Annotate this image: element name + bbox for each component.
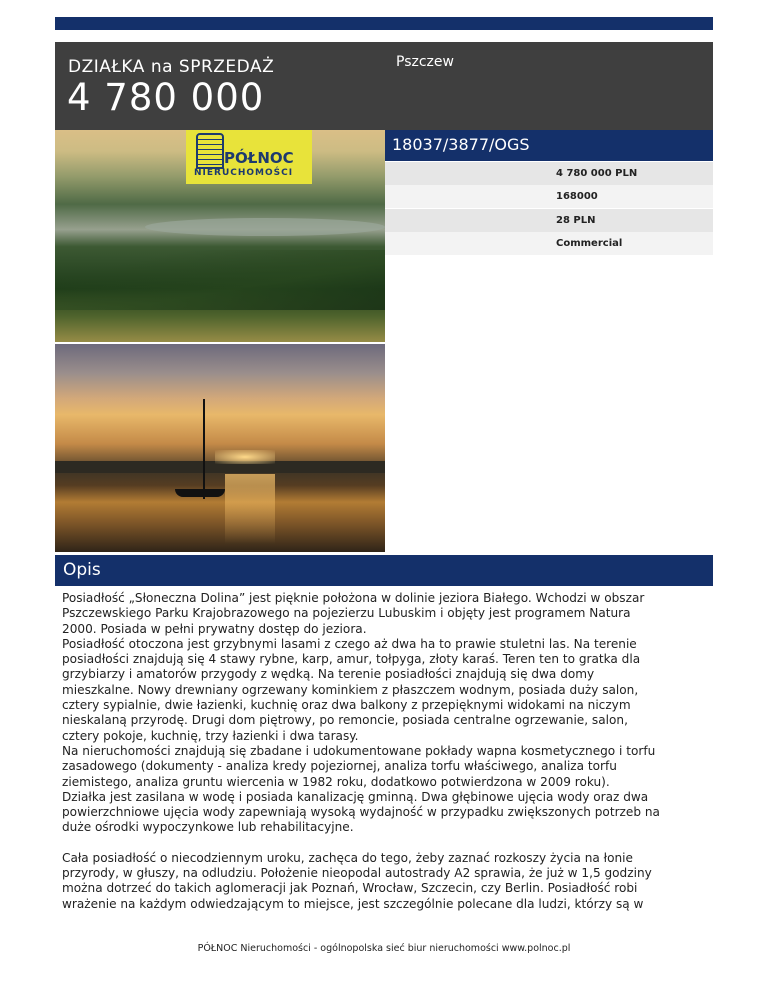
detail-value: 4 780 000 PLN <box>556 168 638 179</box>
top-bar <box>55 17 713 30</box>
reference-number-bar <box>385 130 713 161</box>
description-heading: Opis <box>63 560 101 580</box>
listing-header <box>55 42 713 130</box>
detail-value: Commercial <box>556 238 623 249</box>
logo-name: PÓŁNOC <box>224 149 294 167</box>
description-paragraph: Cała posiadłość o niecodziennym uroku, zachęca do tego, żeby zaznać rozkoszy życia na łonie przyrody, w głuszy, na odludziu. Położenie nieopodal autostrady A2 sprawia, że już w 1,5 godziny można dotrzeć do takich aglomeracji jak Poznań, Wrocław, Szczecin, czy Berlin. Posiadłość robi wrażenie na każdym odwiedzającym to miejsce, jest szczególnie polecane dla ludzi, którzy są w <box>62 850 652 911</box>
sailboat-mast <box>203 399 205 499</box>
listing-type: DZIAŁKA na SPRZEDAŻ <box>68 57 275 77</box>
sun-glow <box>215 450 275 464</box>
description-heading-bar <box>55 555 713 586</box>
detail-row-price <box>385 162 713 185</box>
sunset-lake-photo <box>55 344 385 552</box>
detail-value: 168000 <box>556 191 598 202</box>
company-logo <box>186 130 312 184</box>
building-icon <box>196 133 224 169</box>
description-paragraph: Posiadłość „Słoneczna Dolina” jest pięknie położona w dolinie jeziora Białego. Wchodzi w obszar Pszczewskiego Parku Krajobrazowego na pojezierzu Lubuskim i objęty jest programem Natura 2000. Posiada w pełni prywatny dostęp do jeziora. Posiadłość otoczona jest grzybnymi lasami z czego aż dwa ha to prawie stuletni las. Na terenie posiadłości znajdują się 4 stawy rybne, karp, amur, tołpyga, złoty karaś. Teren ten to gratka dla grzybiarzy i amatorów przygody z wędką. Na terenie posiadłości znajdują się dwa domy mieszkalne. Nowy drewniany ogrzewany kominkiem z płaszczem wodnym, posiada duży salon, cztery sypialnie, dwie łazienki, kuchnię oraz dwa balkony z przepięknymi widokami na niczym nieskalaną przyrodę. Drugi dom piętrowy, po remoncie, posiada centralne ogrzewanie, salon, cztery pokoje, kuchnię, trzy łazienki i dwa tarasy. Na nieruchomości znajdują się zbadane i udokumentowane pokłady wapna kosmetycznego i torfu zasadowego (dokumenty - analiza kredy pojeziornej, analiza torfu właściwego, analiza torfu ziemistego, analiza gruntu wiercenia w 1982 roku, dodatkowo potwierdzona w 2009 roku). Działka jest zasilana w wodę i posiada kanalizację gminną. Dwa głębinowe ujęcia wody oraz dwa powierzchniowe ujęcia wody zapewniają wysoką wydajność w przypadku zwiększonych potrzeb na duże ośrodki wypoczynkowe lub rehabilitacyjne. <box>62 591 660 835</box>
detail-row-type <box>385 232 713 255</box>
aerial-landscape-photo <box>55 130 385 342</box>
page-footer: PÓŁNOC Nieruchomości - ogólnopolska sieć biur nieruchomości www.polnoc.pl <box>197 943 571 954</box>
reference-number: 18037/3877/OGS <box>392 135 530 154</box>
description-body <box>62 591 710 912</box>
logo-subtitle: NIERUCHOMOŚCI <box>194 168 294 178</box>
detail-row-price-per-unit <box>385 209 713 232</box>
forest-ridge <box>55 250 385 310</box>
detail-row-area <box>385 185 713 208</box>
lake-shape <box>145 218 385 236</box>
listing-city: Pszczew <box>396 54 454 70</box>
detail-value: 28 PLN <box>556 215 596 226</box>
sun-reflection <box>225 474 275 544</box>
sailboat-hull <box>175 489 225 497</box>
listing-price: 4 780 000 <box>67 76 265 119</box>
